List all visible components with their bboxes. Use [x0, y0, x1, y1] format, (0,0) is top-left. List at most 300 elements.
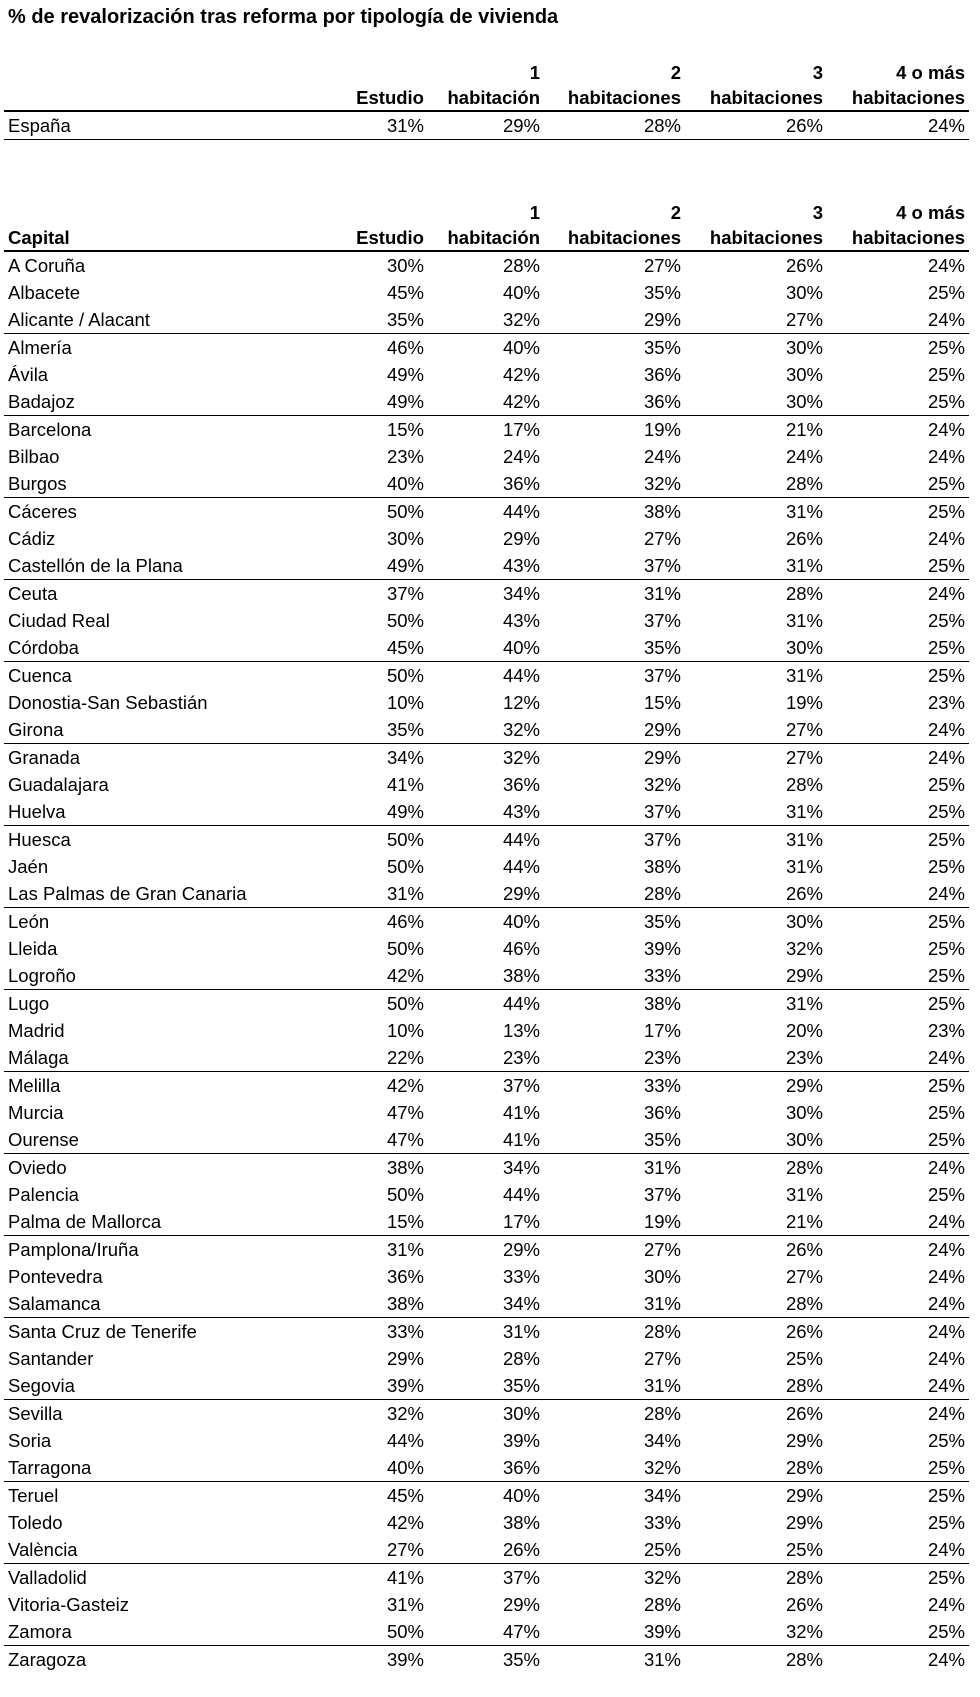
value-cell: 24% [927, 1321, 965, 1342]
header-cell: habitaciones [544, 225, 685, 251]
value-cell: 50% [386, 993, 424, 1014]
table-row [4, 1482, 969, 1510]
table-row [4, 1345, 969, 1372]
value-cell: 24% [927, 583, 965, 604]
value-cell: 23% [927, 692, 965, 713]
value-cell: 40% [332, 1454, 428, 1482]
value-cell: 37% [643, 610, 681, 631]
value-cell: 25% [927, 665, 965, 686]
value-cell: 28% [785, 774, 823, 795]
value-cell: 30% [785, 1102, 823, 1123]
header-cell: habitaciones [544, 85, 685, 111]
row-label: Córdoba [4, 634, 332, 662]
value-cell: 24% [927, 1403, 965, 1424]
value-cell: 30% [785, 364, 823, 385]
table-row [4, 1236, 969, 1264]
value-cell: 27% [685, 306, 827, 334]
row-label: Málaga [4, 1044, 332, 1072]
value-cell: 29% [643, 747, 681, 768]
value-cell: 27% [332, 1536, 428, 1564]
row-label: Burgos [4, 470, 332, 498]
spain-summary-table [4, 60, 969, 140]
value-cell: 15% [332, 1208, 428, 1236]
row-label: Cádiz [8, 528, 56, 549]
value-cell: 29% [428, 880, 544, 908]
value-cell: 32% [544, 1454, 685, 1482]
value-cell: 26% [785, 1239, 823, 1260]
value-cell: 24% [927, 528, 965, 549]
value-cell: 35% [428, 1372, 544, 1400]
row-label: València [4, 1536, 332, 1564]
row-label: Soria [8, 1430, 52, 1451]
value-cell: 31% [785, 665, 823, 686]
table-row [4, 1618, 969, 1646]
value-cell: 28% [685, 1290, 827, 1318]
value-cell: 28% [785, 1567, 823, 1588]
value-cell: 44% [502, 993, 540, 1014]
value-cell: 25% [927, 1430, 965, 1451]
value-cell: 29% [428, 111, 544, 140]
table-row [4, 1372, 969, 1400]
header-cell: habitaciones [685, 85, 827, 111]
value-cell: 41% [502, 1102, 540, 1123]
row-label: Albacete [8, 282, 80, 303]
value-cell: 35% [544, 634, 685, 662]
value-cell: 46% [386, 337, 424, 358]
value-cell: 44% [386, 1430, 424, 1451]
row-label: Badajoz [4, 388, 332, 416]
row-label: Valladolid [8, 1567, 87, 1588]
value-cell: 24% [643, 446, 681, 467]
value-cell: 36% [428, 1454, 544, 1482]
value-cell: 31% [643, 1649, 681, 1670]
value-cell: 15% [643, 692, 681, 713]
header-row-1 [4, 200, 969, 225]
row-label: Alicante / Alacant [4, 306, 332, 334]
value-cell: 42% [428, 388, 544, 416]
row-label: Castellón de la Plana [4, 552, 332, 580]
value-cell: 24% [827, 1536, 969, 1564]
value-cell: 47% [428, 1618, 544, 1646]
value-cell: 31% [332, 880, 428, 908]
value-cell: 24% [927, 1157, 965, 1178]
value-cell: 24% [827, 1372, 969, 1400]
value-cell: 28% [685, 1454, 827, 1482]
value-cell: 24% [927, 419, 965, 440]
value-cell: 47% [332, 1126, 428, 1154]
value-cell: 25% [927, 911, 965, 932]
table-row [4, 552, 969, 580]
value-cell: 27% [785, 1266, 823, 1287]
table-row [4, 1591, 969, 1618]
table-row [4, 1564, 969, 1592]
value-cell: 49% [386, 364, 424, 385]
value-cell: 31% [785, 501, 823, 522]
value-cell: 20% [785, 1020, 823, 1041]
value-cell: 31% [643, 583, 681, 604]
value-cell: 37% [502, 1075, 540, 1096]
header-cell: habitaciones [685, 225, 827, 251]
value-cell: 25% [927, 856, 965, 877]
value-cell: 43% [428, 552, 544, 580]
value-cell: 32% [643, 774, 681, 795]
value-cell: 39% [332, 1372, 428, 1400]
value-cell: 41% [386, 774, 424, 795]
value-cell: 34% [643, 1485, 681, 1506]
header-cell: 2 [670, 62, 681, 83]
table-row [4, 607, 969, 634]
row-label: Palma de Mallorca [4, 1208, 332, 1236]
row-label: Logroño [4, 962, 332, 990]
row-label: Santander [8, 1348, 94, 1369]
value-cell: 24% [927, 1649, 965, 1670]
value-cell: 46% [502, 938, 540, 959]
row-label: Bilbao [8, 446, 60, 467]
value-cell: 31% [785, 856, 823, 877]
page-title: % de revalorización tras reforma por tipología de vivienda [8, 6, 559, 28]
table-row [4, 1290, 969, 1318]
value-cell: 35% [643, 282, 681, 303]
value-cell: 37% [643, 1184, 681, 1205]
table-row [4, 470, 969, 498]
value-cell: 29% [785, 1485, 823, 1506]
table-row [4, 361, 969, 388]
value-cell: 31% [785, 1184, 823, 1205]
value-cell: 32% [502, 747, 540, 768]
value-cell: 24% [827, 1290, 969, 1318]
value-cell: 25% [927, 993, 965, 1014]
value-cell: 44% [502, 829, 540, 850]
value-cell: 42% [386, 1512, 424, 1533]
value-cell: 25% [927, 337, 965, 358]
value-cell: 39% [544, 1618, 685, 1646]
value-cell: 33% [643, 1075, 681, 1096]
table-row [4, 251, 969, 279]
value-cell: 25% [827, 798, 969, 826]
value-cell: 43% [428, 798, 544, 826]
row-label: Guadalajara [8, 774, 109, 795]
row-label: Tarragona [4, 1454, 332, 1482]
value-cell: 44% [502, 501, 540, 522]
row-label: Toledo [8, 1512, 63, 1533]
row-label: Huelva [4, 798, 332, 826]
value-cell: 40% [502, 282, 540, 303]
value-cell: 30% [386, 528, 424, 549]
value-cell: 30% [785, 911, 823, 932]
row-label: Ourense [4, 1126, 332, 1154]
header-cell [4, 85, 332, 111]
header-cell: 1 [529, 62, 540, 83]
table-row [4, 908, 969, 936]
table-row [4, 935, 969, 962]
table-row [4, 1400, 969, 1428]
value-cell: 29% [386, 1348, 424, 1369]
value-cell: 28% [643, 1403, 681, 1424]
row-label: Granada [8, 747, 80, 768]
value-cell: 42% [386, 1075, 424, 1096]
table-row [4, 443, 969, 470]
value-cell: 25% [827, 1126, 969, 1154]
value-cell: 25% [827, 552, 969, 580]
value-cell: 28% [544, 880, 685, 908]
value-cell: 36% [643, 1102, 681, 1123]
value-cell: 30% [685, 388, 827, 416]
value-cell: 31% [785, 829, 823, 850]
value-cell: 39% [502, 1430, 540, 1451]
value-cell: 25% [927, 610, 965, 631]
value-cell: 33% [386, 1321, 424, 1342]
value-cell: 50% [386, 501, 424, 522]
value-cell: 26% [428, 1536, 544, 1564]
table-row [4, 525, 969, 552]
value-cell: 28% [785, 1157, 823, 1178]
value-cell: 25% [927, 938, 965, 959]
value-cell: 25% [544, 1536, 685, 1564]
row-label: Ceuta [8, 583, 58, 604]
value-cell: 27% [643, 528, 681, 549]
value-cell: 13% [502, 1020, 540, 1041]
value-cell: 30% [643, 1266, 681, 1287]
table-row [4, 306, 969, 334]
header-cell: habitaciones [827, 225, 969, 251]
value-cell: 35% [332, 716, 428, 744]
row-label: Donostia-San Sebastián [8, 692, 208, 713]
value-cell: 50% [386, 1184, 424, 1205]
row-label: Teruel [8, 1485, 59, 1506]
capital-rows [4, 251, 969, 1673]
table-row [4, 798, 969, 826]
value-cell: 49% [332, 552, 428, 580]
value-cell: 31% [685, 798, 827, 826]
value-cell: 24% [927, 1266, 965, 1287]
header-row-2 [4, 85, 969, 111]
value-cell: 33% [502, 1266, 540, 1287]
value-cell: 24% [502, 446, 540, 467]
value-cell: 37% [544, 798, 685, 826]
value-cell: 50% [386, 665, 424, 686]
value-cell: 23% [927, 1020, 965, 1041]
value-cell: 42% [502, 364, 540, 385]
value-cell: 25% [927, 364, 965, 385]
row-label: Jaén [8, 856, 49, 877]
table-row [4, 1454, 969, 1482]
value-cell: 24% [827, 880, 969, 908]
value-cell: 26% [685, 111, 827, 140]
value-cell: 29% [544, 306, 685, 334]
value-cell: 29% [785, 1075, 823, 1096]
value-cell: 50% [386, 938, 424, 959]
value-cell: 25% [927, 774, 965, 795]
table-row [4, 634, 969, 662]
table-row [4, 1318, 969, 1346]
value-cell: 41% [428, 1126, 544, 1154]
header-row-2 [4, 225, 969, 251]
value-cell: 17% [428, 1208, 544, 1236]
value-cell: 39% [386, 1649, 424, 1670]
value-cell: 33% [544, 962, 685, 990]
value-cell: 15% [386, 419, 424, 440]
table-row [4, 1154, 969, 1182]
value-cell: 27% [785, 747, 823, 768]
value-cell: 24% [927, 747, 965, 768]
header-cell: habitaciones [827, 85, 969, 111]
value-cell: 36% [544, 388, 685, 416]
value-cell: 12% [502, 692, 540, 713]
row-label: Barcelona [8, 419, 92, 440]
value-cell: 44% [502, 665, 540, 686]
value-cell: 25% [827, 962, 969, 990]
row-label: Almería [8, 337, 72, 358]
value-cell: 24% [827, 1208, 969, 1236]
row-label: Lleida [8, 938, 58, 959]
header-cell: habitación [428, 85, 544, 111]
value-cell: 40% [428, 634, 544, 662]
value-cell: 26% [785, 1594, 823, 1615]
value-cell: 35% [502, 1649, 540, 1670]
value-cell: 31% [386, 1239, 424, 1260]
header-cell: Estudio [332, 85, 428, 111]
value-cell: 36% [428, 470, 544, 498]
table-row [4, 416, 969, 444]
value-cell: 28% [643, 1321, 681, 1342]
value-cell: 27% [643, 1239, 681, 1260]
value-cell: 50% [386, 610, 424, 631]
table-row [4, 1126, 969, 1154]
table-row [4, 1427, 969, 1454]
value-cell: 25% [927, 1075, 965, 1096]
row-label: Ciudad Real [8, 610, 110, 631]
value-cell: 17% [643, 1020, 681, 1041]
value-cell: 28% [785, 583, 823, 604]
table-row [4, 880, 969, 908]
value-cell: 25% [927, 1567, 965, 1588]
header-cell: 4 o más [896, 62, 965, 83]
value-cell: 30% [685, 634, 827, 662]
table-row-spain [4, 111, 969, 140]
header-cell [332, 60, 428, 85]
table-row [4, 990, 969, 1018]
value-cell: 43% [502, 610, 540, 631]
value-cell: 28% [502, 1348, 540, 1369]
value-cell: 41% [386, 1567, 424, 1588]
value-cell: 35% [332, 306, 428, 334]
value-cell: 34% [643, 1430, 681, 1451]
header-cell: 2 [670, 202, 681, 223]
row-label: Vitoria-Gasteiz [8, 1594, 129, 1615]
header-cell [332, 200, 428, 225]
value-cell: 19% [643, 419, 681, 440]
value-cell: 28% [685, 470, 827, 498]
value-cell: 24% [927, 1594, 965, 1615]
row-label: Girona [4, 716, 332, 744]
row-label: Zaragoza [8, 1649, 87, 1670]
value-cell: 24% [827, 1044, 969, 1072]
value-cell: 37% [502, 1567, 540, 1588]
row-label: Murcia [8, 1102, 64, 1123]
value-cell: 40% [502, 911, 540, 932]
table-row [4, 771, 969, 798]
value-cell: 25% [827, 1618, 969, 1646]
value-cell: 31% [785, 610, 823, 631]
row-label: Palencia [8, 1184, 79, 1205]
value-cell: 23% [685, 1044, 827, 1072]
value-cell: 40% [332, 470, 428, 498]
value-cell: 34% [502, 583, 540, 604]
value-cell: 50% [386, 856, 424, 877]
value-cell: 37% [544, 552, 685, 580]
value-cell: 24% [827, 716, 969, 744]
value-cell: 46% [386, 911, 424, 932]
value-cell: 32% [785, 938, 823, 959]
value-cell: 17% [502, 419, 540, 440]
value-cell: 34% [386, 747, 424, 768]
value-cell: 26% [785, 1403, 823, 1424]
value-cell: 36% [643, 364, 681, 385]
value-cell: 32% [643, 1567, 681, 1588]
value-cell: 28% [785, 1649, 823, 1670]
value-cell: 33% [643, 1512, 681, 1533]
row-label: Oviedo [8, 1157, 67, 1178]
row-label: Ávila [8, 364, 49, 385]
value-cell: 32% [428, 716, 544, 744]
value-cell: 25% [927, 1512, 965, 1533]
value-cell: 31% [544, 1290, 685, 1318]
value-cell: 44% [502, 1184, 540, 1205]
value-cell: 24% [927, 446, 965, 467]
table-row [4, 689, 969, 716]
value-cell: 34% [502, 1157, 540, 1178]
value-cell: 26% [685, 880, 827, 908]
header-cell [4, 200, 332, 225]
value-cell: 10% [386, 692, 424, 713]
value-cell: 47% [386, 1102, 424, 1123]
value-cell: 38% [502, 1512, 540, 1533]
value-cell: 31% [544, 1372, 685, 1400]
value-cell: 23% [386, 446, 424, 467]
value-cell: 25% [927, 501, 965, 522]
table-row [4, 662, 969, 690]
row-label: Madrid [8, 1020, 65, 1041]
table-row [4, 744, 969, 772]
value-cell: 50% [386, 829, 424, 850]
table-row [4, 1536, 969, 1564]
value-cell: 38% [332, 1290, 428, 1318]
value-cell: 38% [643, 993, 681, 1014]
value-cell: 37% [643, 829, 681, 850]
value-cell: 27% [643, 255, 681, 276]
table-row [4, 853, 969, 880]
value-cell: 38% [386, 1157, 424, 1178]
value-cell: 27% [643, 1348, 681, 1369]
value-cell: 32% [386, 1403, 424, 1424]
value-cell: 45% [332, 634, 428, 662]
table-row [4, 1646, 969, 1674]
value-cell: 37% [386, 583, 424, 604]
row-label: Huesca [8, 829, 71, 850]
row-label: Salamanca [4, 1290, 332, 1318]
table-row [4, 1072, 969, 1100]
value-cell: 31% [332, 111, 428, 140]
value-cell: 29% [685, 962, 827, 990]
value-cell: 39% [643, 938, 681, 959]
table-row [4, 1263, 969, 1290]
value-cell: 25% [827, 634, 969, 662]
value-cell: 24% [827, 306, 969, 334]
header-cell: habitación [428, 225, 544, 251]
header-capital: Capital [4, 225, 332, 251]
value-cell: 31% [685, 552, 827, 580]
value-cell: 23% [428, 1044, 544, 1072]
